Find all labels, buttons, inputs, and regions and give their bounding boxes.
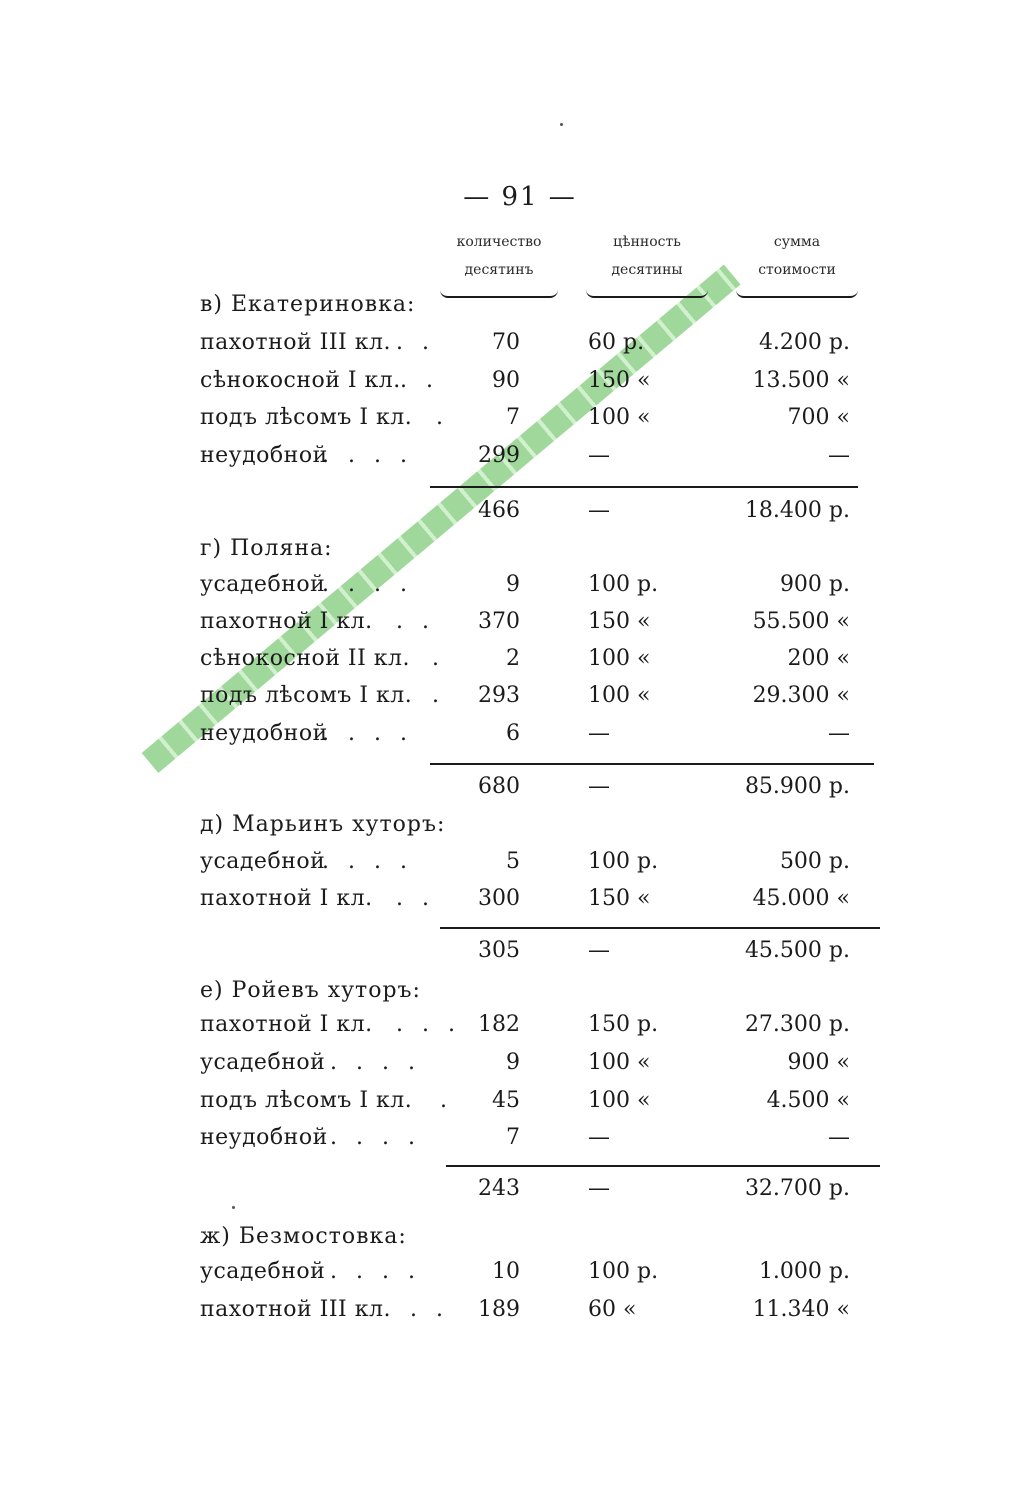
table-row (200, 683, 880, 719)
table-row (200, 1125, 880, 1161)
table-row (200, 1050, 880, 1086)
row-sum: 11.340 « (752, 1297, 850, 1322)
row-label: подъ лѣсомъ I кл. (200, 1088, 413, 1113)
row-sum: — (828, 443, 850, 468)
table-row (200, 1297, 880, 1333)
row-quantity: 9 (506, 1050, 520, 1075)
row-quantity: 7 (506, 405, 520, 430)
row-price: 100 « (588, 646, 651, 671)
leader-dots: . . (410, 1297, 449, 1322)
table-row (200, 1012, 880, 1048)
leader-dots: . . . . (330, 1259, 421, 1284)
total-price: — (588, 774, 610, 799)
total-quantity: 305 (478, 938, 520, 963)
leader-dots: . . (396, 330, 435, 355)
sum-rule (430, 486, 858, 488)
row-quantity: 189 (478, 1297, 520, 1322)
leader-dots: . . . . (330, 1125, 421, 1150)
total-sum: 18.400 р. (744, 498, 850, 523)
table-row (200, 609, 880, 645)
row-sum: 45.000 « (752, 886, 850, 911)
column-header-line: стоимости (758, 262, 836, 278)
leader-dots: . . . . (322, 443, 413, 468)
leader-dots: . . . . (322, 572, 413, 597)
total-sum: 32.700 р. (744, 1176, 850, 1201)
row-label: неудобной (200, 721, 328, 746)
table-row (200, 1259, 880, 1295)
row-quantity: 2 (506, 646, 520, 671)
row-price: 100 р. (588, 849, 659, 874)
leader-dots: . (432, 646, 445, 671)
row-label: пахотной III кл. (200, 330, 391, 355)
print-speck (560, 123, 563, 126)
leader-dots: . . . (396, 1012, 461, 1037)
row-quantity: 293 (478, 683, 520, 708)
leader-dots: . (440, 1088, 453, 1113)
row-sum: 900 р. (779, 572, 850, 597)
row-quantity: 6 (506, 721, 520, 746)
row-price: 150 « (588, 368, 651, 393)
total-price: — (588, 938, 610, 963)
row-quantity: 45 (492, 1088, 520, 1113)
row-price: — (588, 721, 610, 746)
row-sum: 200 « (787, 646, 850, 671)
table-row (200, 330, 880, 366)
header-brace (736, 286, 858, 298)
table-row (200, 1088, 880, 1124)
row-label: усадебной (200, 849, 326, 874)
row-sum: 900 « (787, 1050, 850, 1075)
row-quantity: 90 (492, 368, 520, 393)
total-row (200, 938, 880, 974)
row-price: 100 « (588, 405, 651, 430)
total-price: — (588, 498, 610, 523)
row-sum: 700 « (787, 405, 850, 430)
row-label: сѣнокосной I кл. (200, 368, 401, 393)
row-label: пахотной III кл. (200, 1297, 391, 1322)
header-brace (440, 286, 558, 298)
row-quantity: 70 (492, 330, 520, 355)
row-label: пахотной I кл. (200, 609, 373, 634)
sum-rule (430, 763, 874, 765)
column-header-line: сумма (773, 234, 821, 250)
row-sum: — (828, 1125, 850, 1150)
row-sum: 27.300 р. (744, 1012, 850, 1037)
table-row (200, 443, 880, 479)
row-price: 60 « (588, 1297, 637, 1322)
row-price: — (588, 1125, 610, 1150)
row-label: пахотной I кл. (200, 1012, 373, 1037)
column-header-quantity (440, 228, 558, 298)
leader-dots: . (436, 405, 449, 430)
row-label: неудобной (200, 443, 328, 468)
row-sum: 4.500 « (766, 1088, 850, 1113)
row-quantity: 299 (478, 443, 520, 468)
row-sum: 500 р. (779, 849, 850, 874)
row-quantity: 7 (506, 1125, 520, 1150)
row-price: 150 р. (588, 1012, 659, 1037)
leader-dots: . . (396, 886, 435, 911)
row-quantity: 300 (478, 886, 520, 911)
row-price: 100 р. (588, 1259, 659, 1284)
column-header-price (586, 228, 708, 298)
row-sum: 55.500 « (752, 609, 850, 634)
leader-dots: . (432, 683, 445, 708)
leader-dots: . . (400, 368, 439, 393)
table-row (200, 886, 880, 922)
page-number: — 91 — (463, 182, 577, 212)
column-header-sum (736, 228, 858, 298)
leader-dots: . . . . (322, 849, 413, 874)
total-quantity: 243 (478, 1176, 520, 1201)
total-sum: 85.900 р. (744, 774, 850, 799)
row-price: 100 « (588, 1050, 651, 1075)
row-quantity: 5 (506, 849, 520, 874)
leader-dots: . . (396, 609, 435, 634)
row-label: неудобной (200, 1125, 328, 1150)
table-row (200, 721, 880, 757)
column-header-line: количество (456, 234, 542, 250)
row-quantity: 9 (506, 572, 520, 597)
row-sum: — (828, 721, 850, 746)
column-header-line: цѣнность (613, 234, 681, 250)
row-quantity: 370 (478, 609, 520, 634)
row-price: 100 « (588, 1088, 651, 1113)
row-price: 100 « (588, 683, 651, 708)
total-row (200, 774, 880, 810)
table-row (200, 849, 880, 885)
column-header-line: десятинъ (464, 262, 534, 278)
total-quantity: 466 (478, 498, 520, 523)
row-label: усадебной (200, 1259, 326, 1284)
row-price: 150 « (588, 609, 651, 634)
section-title: ж) Безмостовка: (200, 1224, 407, 1249)
row-label: подъ лѣсомъ I кл. (200, 683, 413, 708)
section-title: е) Ройевъ хуторъ: (200, 978, 421, 1003)
section-title: д) Марьинъ хуторъ: (200, 812, 446, 837)
total-quantity: 680 (478, 774, 520, 799)
total-sum: 45.500 р. (744, 938, 850, 963)
row-sum: 29.300 « (752, 683, 850, 708)
row-label: усадебной (200, 1050, 326, 1075)
row-label: подъ лѣсомъ I кл. (200, 405, 413, 430)
sum-rule (446, 1165, 880, 1167)
row-price: 60 р. (588, 330, 645, 355)
total-row (200, 498, 880, 534)
header-brace (586, 286, 708, 298)
row-quantity: 182 (478, 1012, 520, 1037)
total-price: — (588, 1176, 610, 1201)
table-row (200, 572, 880, 608)
row-quantity: 10 (492, 1259, 520, 1284)
table-row (200, 405, 880, 441)
column-header-line: десятины (611, 262, 683, 278)
row-sum: 4.200 р. (758, 330, 850, 355)
sum-rule (440, 927, 880, 929)
row-sum: 1.000 р. (758, 1259, 850, 1284)
row-price: 150 « (588, 886, 651, 911)
leader-dots: . . . . (322, 721, 413, 746)
row-label: усадебной (200, 572, 326, 597)
table-row (200, 646, 880, 682)
row-price: 100 р. (588, 572, 659, 597)
row-label: пахотной I кл. (200, 886, 373, 911)
total-row (200, 1176, 880, 1212)
section-title: г) Поляна: (200, 536, 333, 561)
row-price: — (588, 443, 610, 468)
leader-dots: . . . . (330, 1050, 421, 1075)
row-sum: 13.500 « (752, 368, 850, 393)
row-label: сѣнокосной II кл. (200, 646, 410, 671)
section-title: в) Екатериновка: (200, 292, 416, 317)
table-row (200, 368, 880, 404)
